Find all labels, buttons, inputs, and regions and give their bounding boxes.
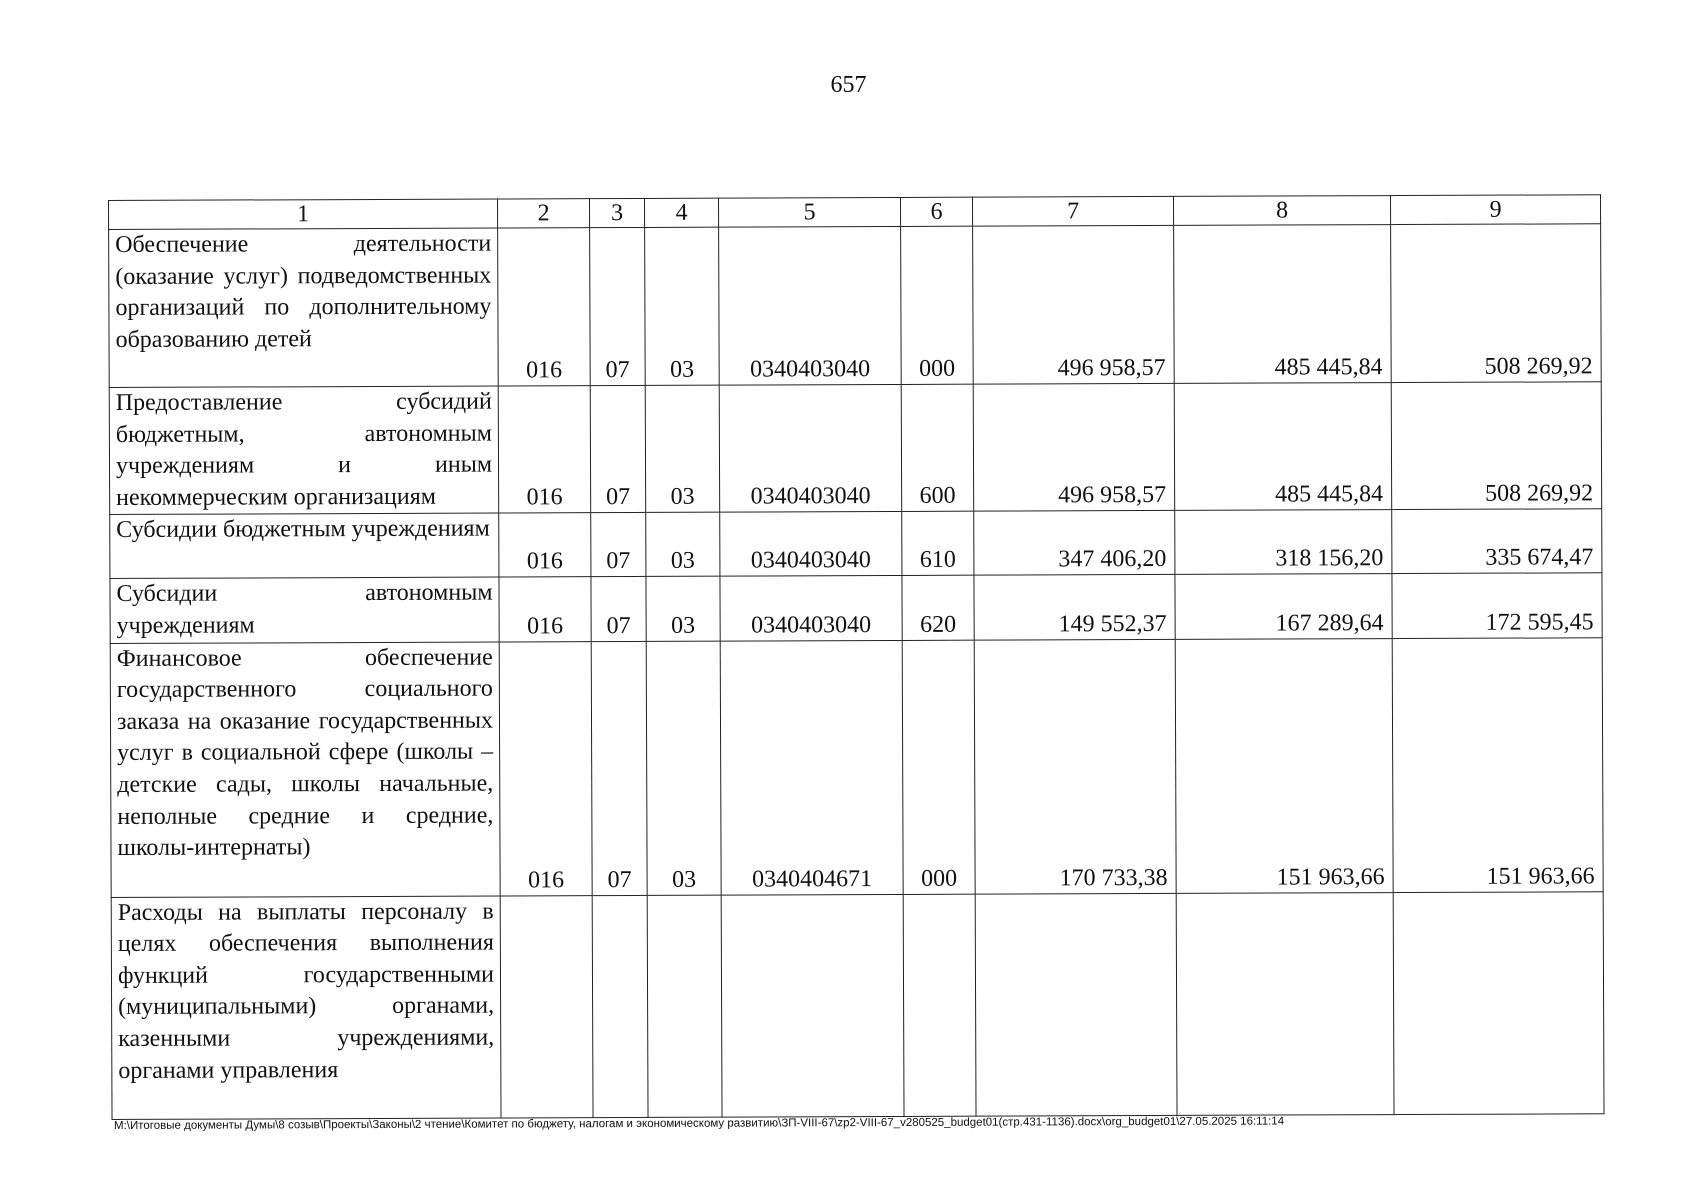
cell-expense-type: 000	[901, 226, 974, 384]
cell-section: 07	[591, 577, 646, 641]
cell-amount-col7	[975, 893, 1177, 1116]
cell-ministry: 016	[498, 228, 591, 386]
cell-subsection: 03	[646, 577, 720, 641]
table-row	[109, 224, 1602, 388]
table-row	[110, 637, 1603, 897]
table-row	[111, 891, 1604, 1119]
cell-amount-col8: 318 156,20	[1175, 510, 1392, 575]
row-name: Субсидии бюджетным учреждениям	[110, 513, 499, 578]
header-col-7: 7	[972, 196, 1173, 226]
cell-subsection	[647, 895, 722, 1117]
cell-subsection: 03	[646, 513, 720, 577]
cell-expense-type	[903, 894, 976, 1116]
cell-amount-col8	[1176, 892, 1394, 1115]
header-col-1: 1	[109, 199, 498, 229]
cell-ministry: 016	[499, 513, 591, 577]
cell-amount-col8: 167 289,64	[1175, 574, 1392, 639]
cell-expense-type: 000	[902, 640, 975, 894]
cell-section: 07	[591, 641, 647, 895]
header-col-4: 4	[644, 198, 718, 227]
cell-amount-col7: 170 733,38	[974, 639, 1176, 894]
cell-subsection: 03	[645, 227, 720, 385]
page-number: 657	[830, 72, 867, 98]
cell-ministry: 016	[498, 386, 590, 514]
cell-ministry	[500, 895, 593, 1117]
cell-target-article	[721, 894, 904, 1117]
cell-amount-col7: 347 406,20	[974, 511, 1175, 576]
cell-section: 07	[591, 513, 646, 577]
cell-expense-type: 610	[902, 512, 974, 576]
cell-amount-col9: 172 595,45	[1392, 573, 1602, 638]
budget-table	[108, 194, 1605, 1119]
cell-amount-col7: 496 958,57	[973, 225, 1175, 384]
table-row	[109, 382, 1601, 515]
cell-section	[592, 895, 648, 1117]
cell-amount-col9: 151 963,66	[1392, 637, 1603, 892]
cell-section: 07	[590, 227, 646, 385]
cell-amount-col9: 508 269,92	[1391, 382, 1601, 510]
row-name: Субсидии автономным учреждениям	[110, 577, 499, 643]
header-col-3: 3	[589, 198, 644, 227]
cell-amount-col8: 485 445,84	[1174, 225, 1392, 384]
cell-amount-col8: 485 445,84	[1174, 383, 1391, 511]
row-name: Обеспечение деятельности (оказание услуг) подведомственных организаций по дополнительному образованию детей	[109, 228, 499, 387]
cell-amount-col9	[1393, 891, 1604, 1114]
header-col-9: 9	[1390, 195, 1600, 225]
cell-amount-col9: 335 674,47	[1392, 509, 1602, 574]
table-row	[110, 573, 1602, 643]
footer-file-path: M:\Итоговые документы Думы\8 созыв\Проекты\Законы\2 чтение\Комитет по бюджету, налогам и экономическому развитию\ЗП-VIII-67\zp2-VIII-67_v280525_budget01(стр.431-1136).docx\org_budget01\27.05.2025 16:11:14	[114, 1115, 1285, 1132]
row-name: Финансовое обеспечение государственного социального заказа на оказание государственных услуг в социальной сфере (школы – детские сады, школы начальные, неполные средние и средние, школы-интернаты)	[110, 642, 500, 897]
cell-target-article: 0340403040	[719, 226, 902, 385]
header-col-6: 6	[900, 197, 972, 226]
cell-target-article: 0340403040	[720, 512, 902, 577]
cell-subsection: 03	[645, 385, 719, 513]
cell-section: 07	[590, 385, 645, 513]
table-row	[110, 509, 1602, 579]
cell-amount-col7: 496 958,57	[973, 383, 1174, 511]
cell-subsection: 03	[646, 641, 721, 895]
cell-amount-col9: 508 269,92	[1391, 224, 1602, 383]
header-col-5: 5	[718, 197, 900, 227]
cell-ministry: 016	[499, 641, 592, 895]
cell-amount-col7: 149 552,37	[974, 575, 1175, 640]
cell-expense-type: 600	[901, 384, 973, 512]
cell-target-article: 0340403040	[719, 384, 901, 512]
cell-target-article: 0340404671	[720, 640, 903, 895]
row-name: Расходы на выплаты персоналу в целях обеспечения выполнения функций государственными (муниципальными) органами, казенными учреждениями, органами управления	[111, 896, 501, 1119]
cell-target-article: 0340403040	[720, 576, 902, 641]
cell-amount-col8: 151 963,66	[1175, 638, 1393, 893]
header-col-2: 2	[497, 199, 589, 228]
header-col-8: 8	[1173, 196, 1390, 226]
row-name: Предоставление субсидий бюджетным, автономным учреждениям и иным некоммерческим организациям	[109, 386, 498, 515]
cell-ministry: 016	[499, 577, 591, 642]
cell-expense-type: 620	[902, 576, 974, 640]
